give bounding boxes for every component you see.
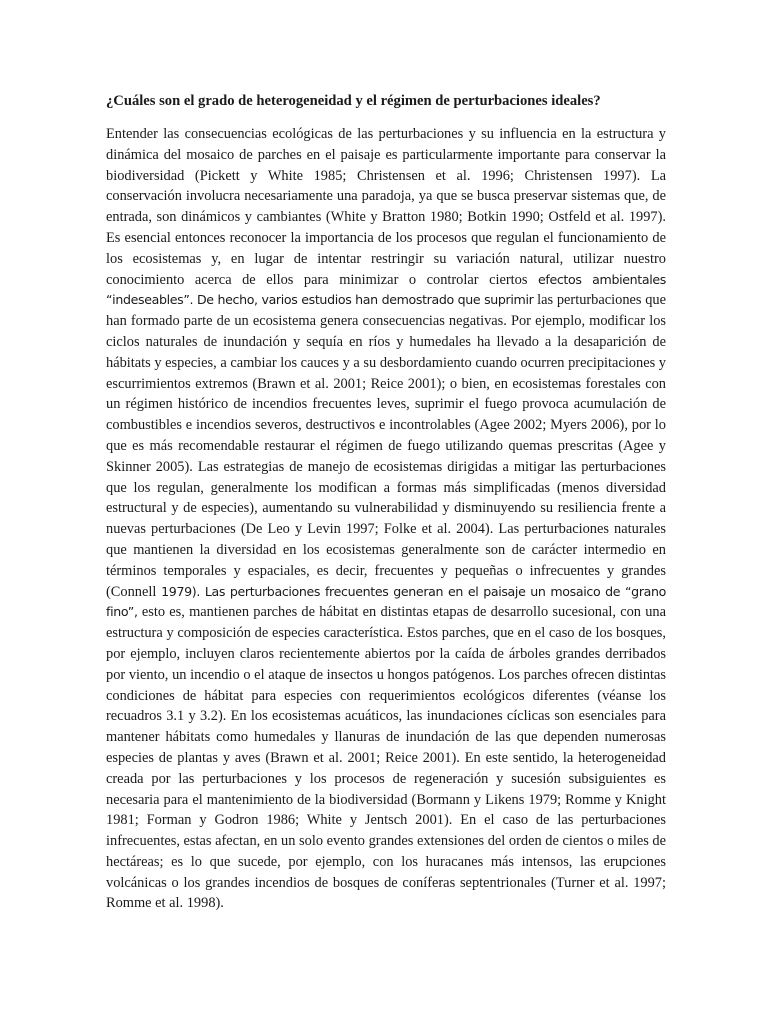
document-content bbox=[106, 91, 666, 914]
paragraph-text: Entender las consecuencias ecológicas de las perturbaciones y su influencia en la estructura y dinámica del mosaico de parches en el paisaje es particularmente importante para conservar la biodiversidad (Pickett y White 1985; Christensen et al. 1996; Christensen 1997). La conservación involucra necesariamente una paradoja, ya que se busca preservar sistemas que, de entrada, son dinámicos y cambiantes (White y Bratton 1980; Botkin 1990; Ostfeld et al. 1997). Es esencial entonces reconocer la importancia de los procesos que regulan el funcionamiento de los ecosistemas y, en lugar de intentar restringir su variación natural, utilizar nuestro conocimiento acerca de ellos para minimizar o controlar ciertos bbox=[106, 126, 666, 288]
paragraph-text-sans: 1979). Las perturbaciones frecuentes generan en el paisaje un mosaico de “grano fino”, bbox=[106, 583, 666, 620]
paragraph-text: esto es, mantienen parches de hábitat en distintas etapas de desarrollo sucesional, con una estructura y composición de especies característica. Estos parches, que en el caso de los bosques, por ejemplo, incluyen claros recientemente abiertos por la caída de árboles grandes derribados por viento, un incendio o el ataque de insectos u hongos patógenos. Los parches ofrecen distintas condiciones de hábitat para especies con requerimientos ecológicos diferentes (véanse los recuadros 3.1 y 3.2). En los ecosistemas acuáticos, las inundaciones cíclicas son esenciales para mantener hábitats como humedales y llanuras de inundación de las que dependen numerosas especies de plantas y aves (Brawn et al. 2001; Reice 2001). En este sentido, la heterogeneidad creada por las perturbaciones y los procesos de regeneración y sucesión subsiguientes es necesaria para el mantenimiento de la biodiversidad (Bormann y Likens 1979; Romme y Knight 1981; Forman y Godron 1986; White y Jentsch 2001). En el caso de las perturbaciones infrecuentes, estas afectan, en un solo evento grandes extensiones del orden de cientos o miles de hectáreas; es lo que sucede, por ejemplo, con los huracanes más intensos, las erupciones volcánicas o los grandes incendios de bosques de coníferas septentrionales (Turner et al. 1997; Romme et al. 1998). bbox=[106, 604, 666, 912]
paragraph-text-sans: efectos ambientales “indeseables”. De hecho, varios estudios han demostrado que suprimir bbox=[106, 271, 666, 308]
paragraph-text: las perturbaciones que han formado parte de un ecosistema genera consecuencias negativas. Por ejemplo, modificar los ciclos naturales de inundación y sequía en ríos y humedales ha llevado a la desaparición de hábitats y especies, a cambiar los cauces y a su desbordamiento cuando ocurren precipitaciones y escurrimientos extremos (Brawn et al. 2001; Reice 2001); o bien, en ecosistemas forestales con un régimen histórico de incendios frecuentes leves, suprimir el fuego provoca acumulación de combustibles e incendios severos, destructivos e incontrolables (Agee 2002; Myers 2006), por lo que es más recomendable restaurar el régimen de fuego utilizando quemas prescritas (Agee y Skinner 2005). Las estrategias de manejo de ecosistemas dirigidas a mitigar las perturbaciones que los regulan, generalmente los modifican a formas más simplificadas (menos diversidad estructural y de especies), aumentando su vulnerabilidad y disminuyendo su resiliencia frente a nuevas perturbaciones (De Leo y Levin 1997; Folke et al. 2004). Las perturbaciones naturales que mantienen la diversidad en los ecosistemas generalmente son de carácter intermedio en términos temporales y espaciales, es decir, frecuentes y pequeñas o infrecuentes y grandes (Connell bbox=[106, 292, 667, 600]
section-heading: ¿Cuáles son el grado de heterogeneidad y el régimen de perturbaciones ideales? bbox=[106, 93, 601, 109]
body-paragraph bbox=[106, 124, 666, 914]
